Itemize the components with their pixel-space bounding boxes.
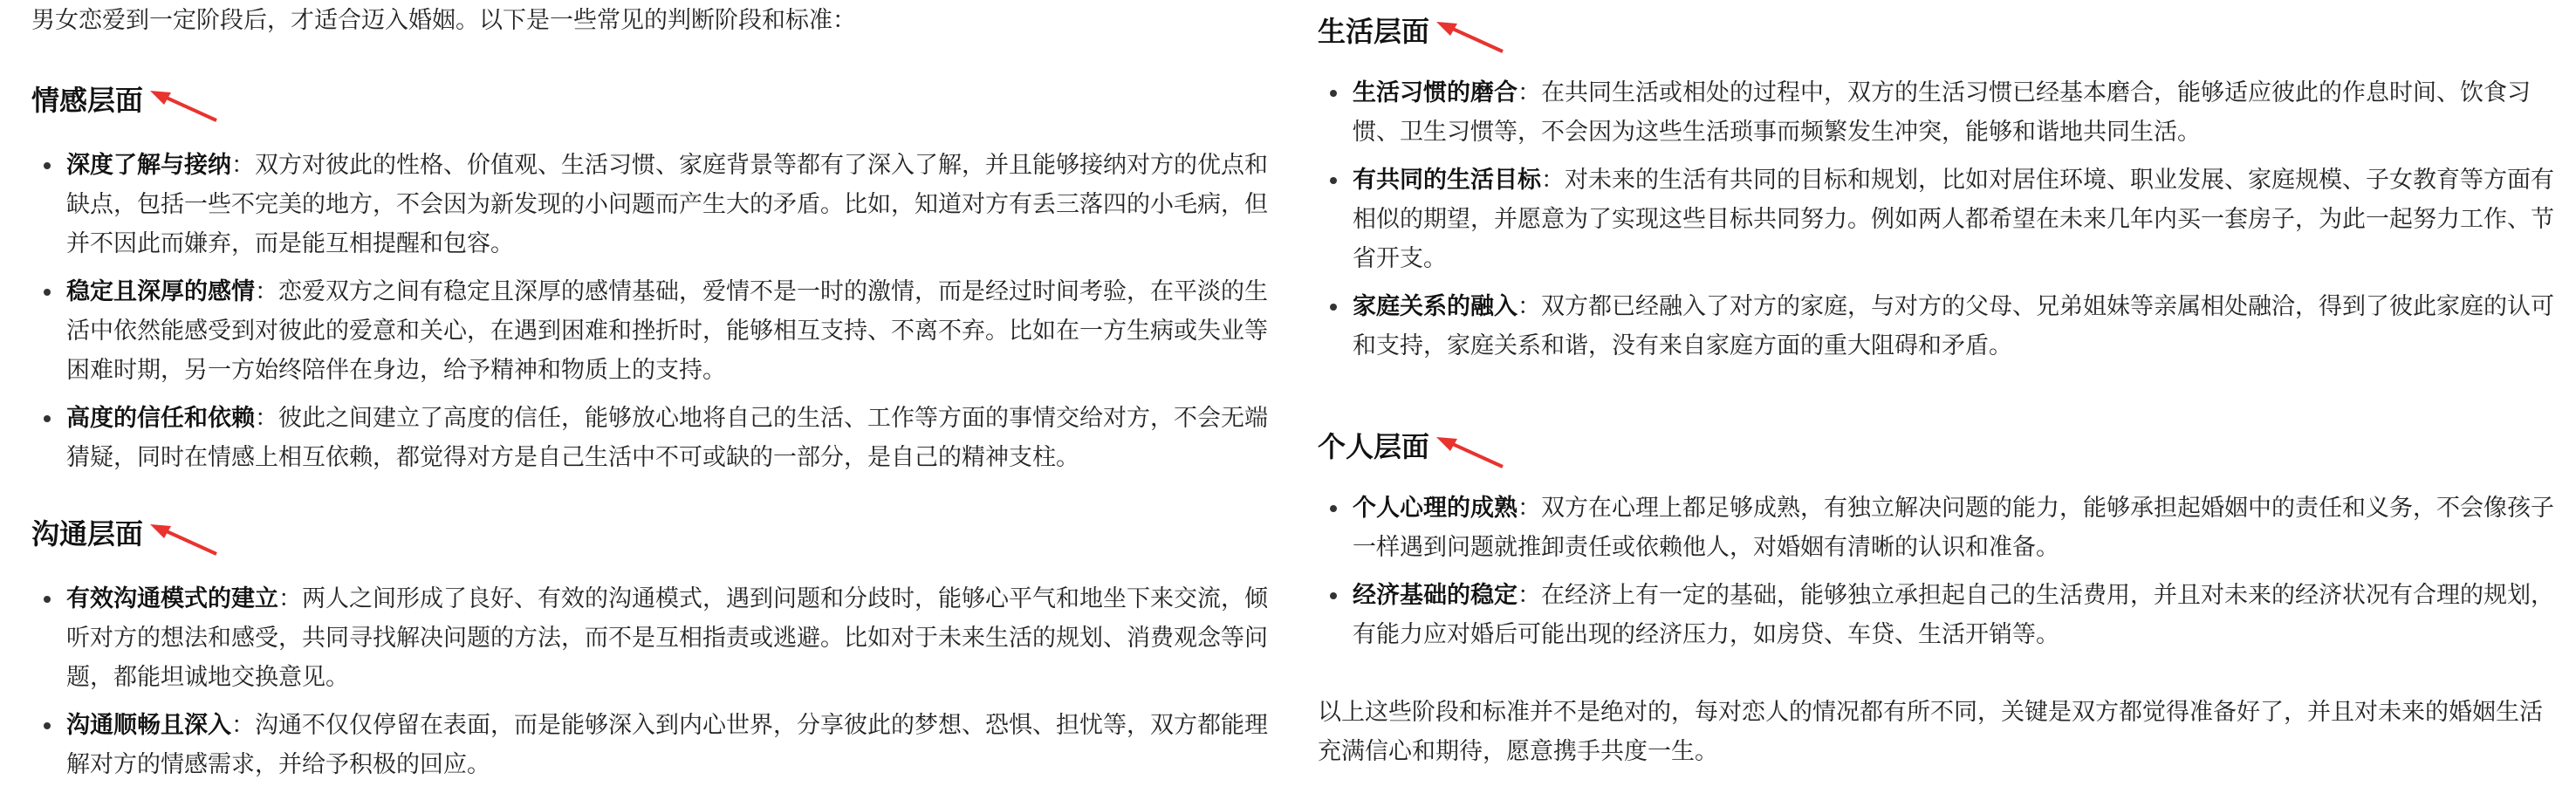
section-title: 沟通层面	[31, 517, 144, 550]
item-term: 稳定且深厚的感情	[66, 278, 255, 305]
item-term: 个人心理的成熟	[1353, 495, 1518, 522]
section-emotion	[31, 74, 1271, 486]
section-heading	[31, 74, 1271, 126]
list-item	[31, 706, 1271, 784]
item-term: 家庭关系的融入	[1353, 293, 1518, 320]
list-item	[31, 272, 1271, 390]
red-arrow-icon	[148, 523, 220, 557]
red-arrow-icon	[148, 89, 220, 124]
section-title: 个人层面	[1318, 430, 1430, 463]
item-text: ：双方都已经融入了对方的家庭，与对方的父母、兄弟姐妹等亲属相处融洽，得到了彼此家庭的认可和支持，家庭关系和谐，没有来自家庭方面的重大阻碍和矛盾。	[1353, 293, 2554, 359]
section-personal	[1318, 420, 2557, 663]
red-arrow-icon	[1435, 20, 1506, 55]
item-term: 有共同的生活目标	[1353, 167, 1541, 194]
section-heading	[1318, 5, 2557, 58]
list-item	[31, 399, 1271, 477]
item-text: ：对未来的生活有共同的目标和规划，比如对居住环境、职业发展、家庭规模、子女教育等方面有相似的期望，并愿意为了实现这些目标共同努力。例如两人都希望在未来几年内买一套房子，为此一起努力工作、节省开支。	[1353, 167, 2554, 272]
item-text: ：双方对彼此的性格、价值观、生活习惯、家庭背景等都有了深入了解，并且能够接纳对方的优点和缺点，包括一些不完美的地方，不会因为新发现的小问题而产生大的矛盾。比如，知道对方有丢三落四的小毛病，但并不因此而嫌弃，而是能互相提醒和包容。	[66, 152, 1268, 257]
item-list	[1318, 489, 2557, 654]
item-term: 有效沟通模式的建立	[66, 585, 278, 612]
section-communication	[31, 508, 1271, 793]
section-life	[1318, 5, 2557, 374]
item-list	[1318, 73, 2557, 366]
list-item	[1318, 161, 2557, 278]
list-item	[1318, 576, 2557, 654]
list-item	[1318, 287, 2557, 366]
section-title: 情感层面	[31, 84, 144, 117]
item-term: 生活习惯的磨合	[1353, 79, 1518, 106]
item-text: ：彼此之间建立了高度的信任，能够放心地将自己的生活、工作等方面的事情交给对方，不会无端猜疑，同时在情感上相互依赖，都觉得对方是自己生活中不可或缺的一部分，是自己的精神支柱。	[66, 405, 1268, 471]
item-term: 经济基础的稳定	[1353, 582, 1518, 609]
item-text: ：沟通不仅仅停留在表面，而是能够深入到内心世界，分享彼此的梦想、恐惧、担忧等，双方都能理解对方的情感需求，并给予积极的回应。	[66, 712, 1268, 778]
list-item	[31, 579, 1271, 697]
section-heading	[1318, 420, 2557, 473]
item-text: ：恋爱双方之间有稳定且深厚的感情基础，爱情不是一时的激情，而是经过时间考验，在平淡的生活中依然能感受到对彼此的爱意和关心，在遇到困难和挫折时，能够相互支持、不离不弃。比如在一方生病或失业等困难时期，另一方始终陪伴在身边，给予精神和物质上的支持。	[66, 278, 1268, 384]
item-list	[31, 579, 1271, 784]
item-term: 沟通顺畅且深入	[66, 712, 231, 739]
section-heading	[31, 508, 1271, 560]
item-text: ：两人之间形成了良好、有效的沟通模式，遇到问题和分歧时，能够心平气和地坐下来交流，倾听对方的想法和感受，共同寻找解决问题的方法，而不是互相指责或逃避。比如对于未来生活的规划、消费观念等问题，都能坦诚地交换意见。	[66, 585, 1268, 691]
closing-text: 以上这些阶段和标准并不是绝对的，每对恋人的情况都有所不同，关键是双方都觉得准备好了，并且对未来的婚姻生活充满信心和期待，愿意携手共度一生。	[1318, 699, 2543, 765]
section-title: 生活层面	[1318, 15, 1430, 48]
item-term: 高度的信任和依赖	[66, 405, 255, 432]
intro-text: 男女恋爱到一定阶段后，才适合迈入婚姻。以下是一些常见的判断阶段和标准：	[31, 7, 856, 34]
item-term: 深度了解与接纳	[66, 152, 231, 179]
list-item	[1318, 73, 2557, 152]
red-arrow-icon	[1435, 435, 1506, 470]
item-list	[31, 146, 1271, 477]
list-item	[1318, 489, 2557, 567]
item-text: ：在经济上有一定的基础，能够独立承担起自己的生活费用，并且对未来的经济状况有合理的规划，有能力应对婚后可能出现的经济压力，如房贷、车贷、生活开销等。	[1353, 582, 2554, 648]
item-text: ：在共同生活或相处的过程中，双方的生活习惯已经基本磨合，能够适应彼此的作息时间、饮食习惯、卫生习惯等，不会因为这些生活琐事而频繁发生冲突，能够和谐地共同生活。	[1353, 79, 2531, 146]
item-text: ：双方在心理上都足够成熟，有独立解决问题的能力，能够承担起婚姻中的责任和义务，不会像孩子一样遇到问题就推卸责任或依赖他人，对婚姻有清晰的认识和准备。	[1353, 495, 2554, 561]
list-item	[31, 146, 1271, 263]
